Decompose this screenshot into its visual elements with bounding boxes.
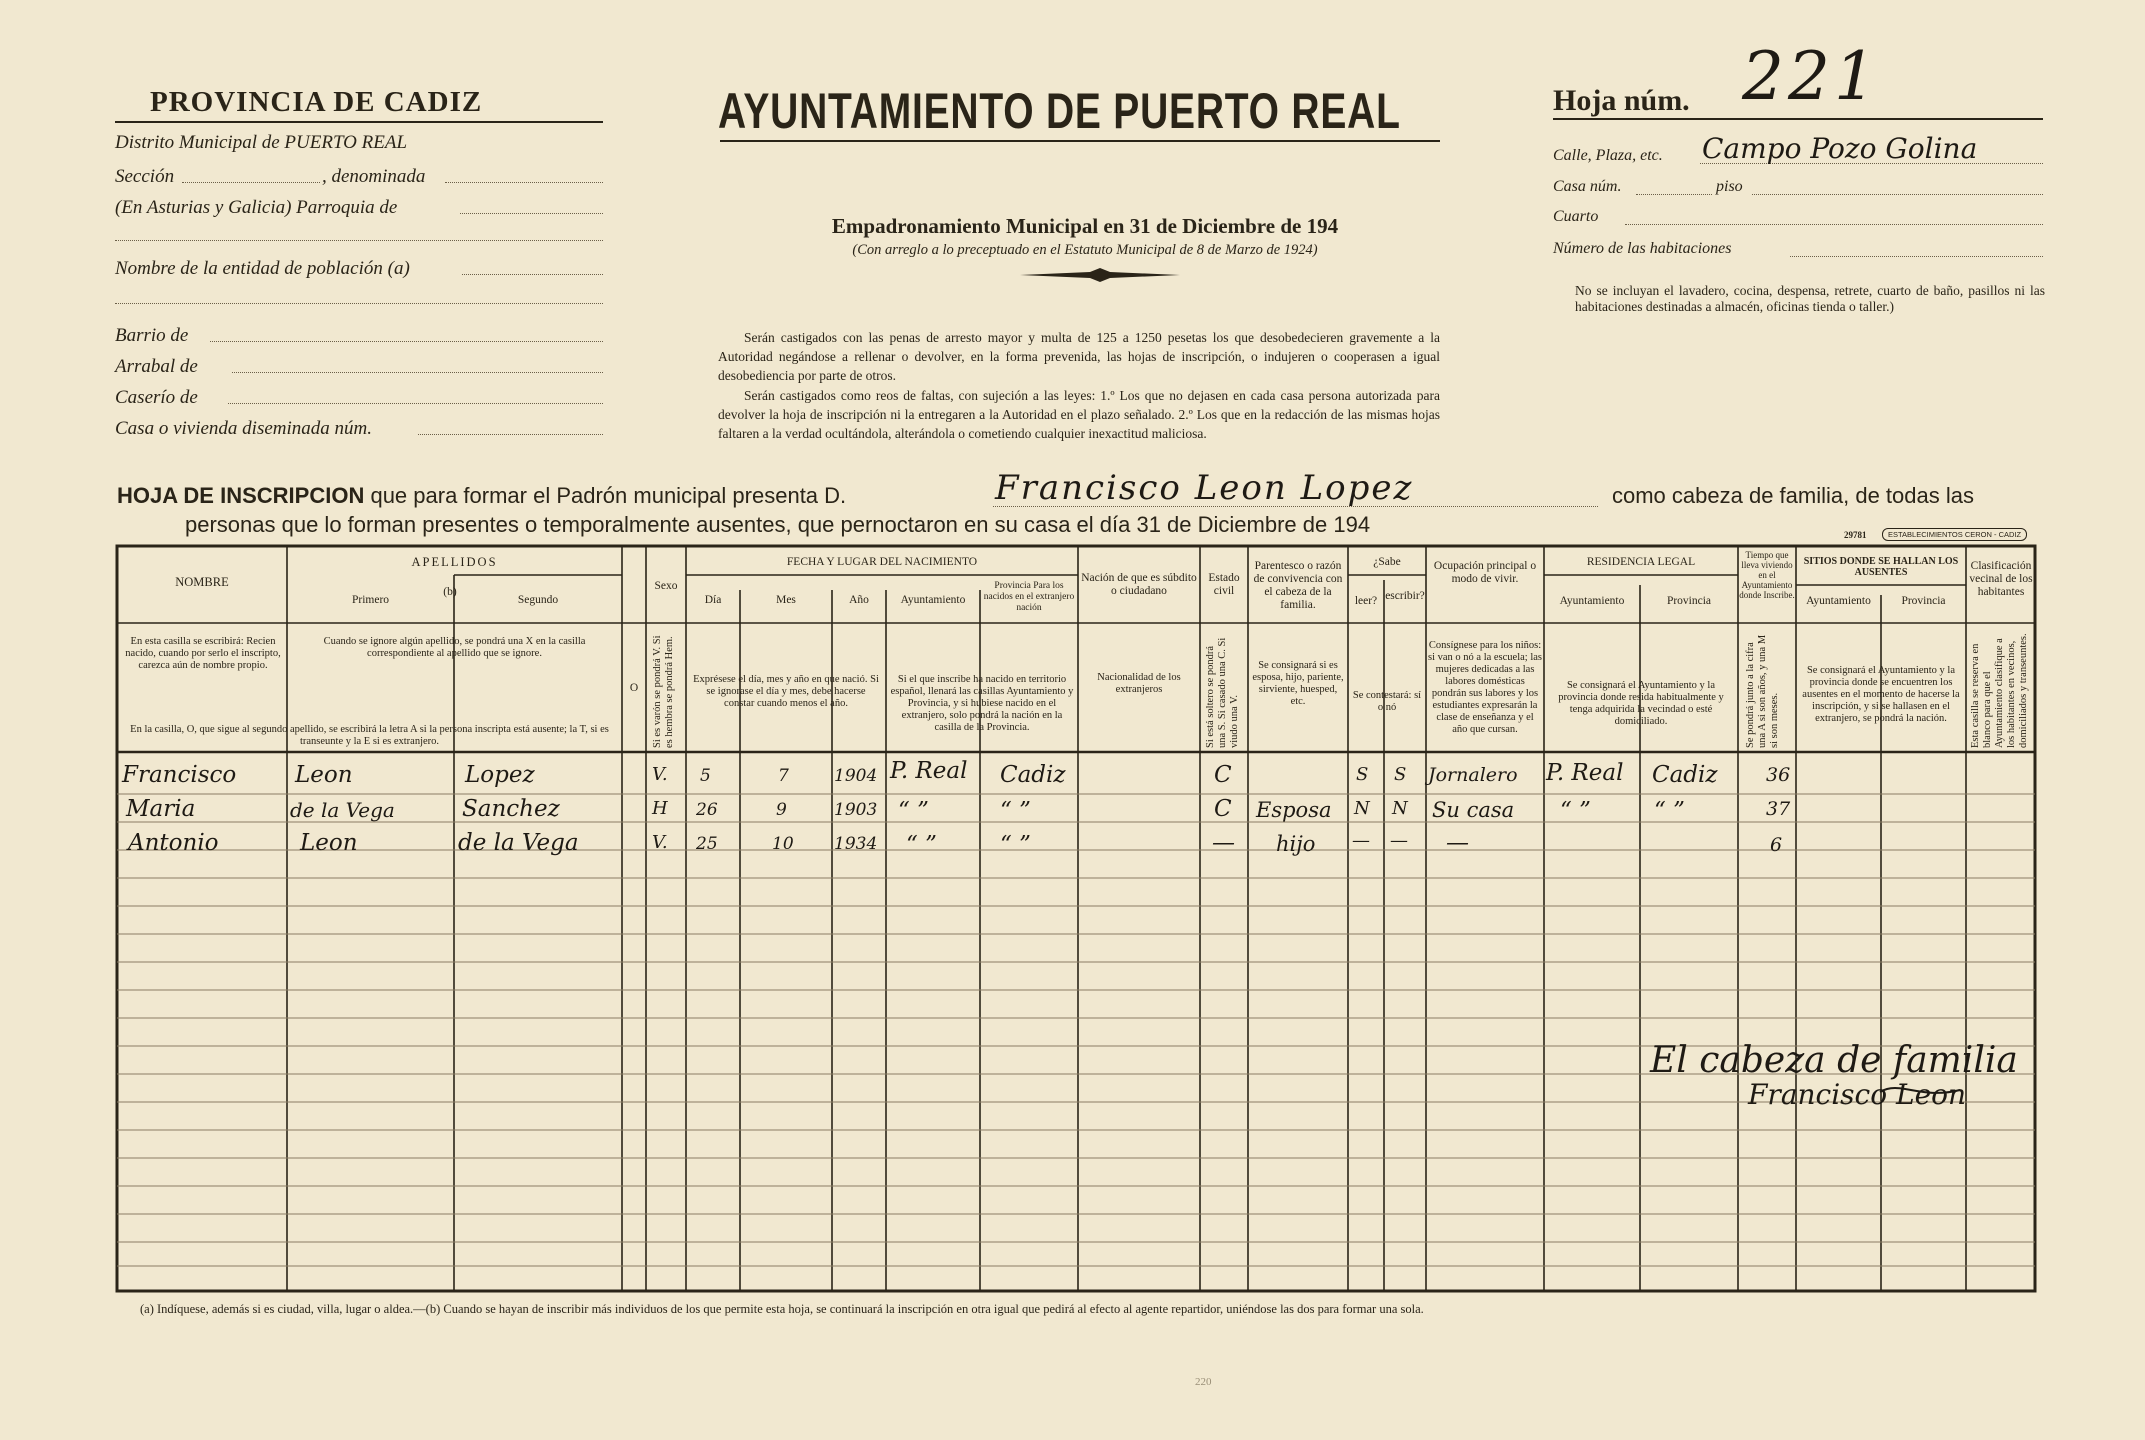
entidad-field[interactable]	[462, 274, 603, 275]
col-primero: Primero	[351, 594, 390, 606]
inst-tiempo: Se pondrá junto a la cifra una A si son años, y una M si son meses.	[1745, 634, 1780, 748]
denominada-field[interactable]	[445, 182, 603, 183]
inst-apellidos: Cuando se ignore algún apellido, se pondrá una X en la casilla correspondiente al apellido que se ignore.	[323, 636, 586, 659]
inscripcion-text-1: que para formar el Padrón municipal presenta D.	[370, 483, 847, 508]
casa-label: Casa núm.	[1553, 178, 1622, 195]
row1-nombre: Francisco	[122, 762, 237, 788]
row3-prov: “ ”	[1000, 832, 1031, 858]
row2-res-ayto: “ ”	[1560, 798, 1591, 824]
row3-primero: Leon	[300, 830, 358, 856]
inst-clasificacion: Esta casilla se reserva en blanco para que el Ayuntamiento clasifique a los habitantes en vecinos, domiciliados y transeuntes.	[1970, 633, 2029, 748]
col-provincia-nac: Provincia Para los nacidos en el extranjero nación	[983, 581, 1075, 613]
inscripcion-line-2: personas que lo forman presentes o temporalmente ausentes, que pernoctaron en su casa el día 31 de Diciembre de 194	[185, 512, 1371, 537]
row1-dia: 5	[700, 766, 711, 786]
inst-parentesco: Se consignará si es esposa, hijo, pariente, sirviente, huesped, etc.	[1252, 660, 1344, 707]
col-res-ayto: Ayuntamiento	[1559, 595, 1625, 607]
row2-prov: “ ”	[1000, 798, 1031, 824]
inst-sexo: Si es varón se pondrá V. Si es hembra se pondrá Hem.	[652, 635, 675, 748]
inst-nombre: En esta casilla se escribirá: Recien nacido, cuando por serlo el inscripto, carezca aún de nombre propio.	[125, 636, 281, 671]
subtitle-2: (Con arreglo a lo preceptuado en el Estatuto Municipal de 8 de Marzo de 1924)	[852, 242, 1318, 258]
col-sit-ayto: Ayuntamiento	[1806, 595, 1871, 607]
col-ocupacion: Ocupación principal o modo de vivir.	[1433, 560, 1537, 585]
calle-value: Campo Pozo Golina	[1702, 132, 1978, 165]
row1-res-prov: Cadiz	[1652, 762, 1718, 788]
province-title: PROVINCIA DE CADIZ	[150, 86, 483, 118]
col-sabe: ¿Sabe	[1373, 556, 1401, 568]
row2-mes: 9	[776, 800, 787, 820]
piso-field[interactable]	[1752, 194, 2043, 195]
inst-residencia: Se consignará el Ayuntamiento y la provincia donde resida habitualmente y tenga adquirida la vecindad o esté domiciliado.	[1558, 680, 1724, 727]
calle-label: Calle, Plaza, etc.	[1553, 147, 1663, 164]
row2-segundo: Sanchez	[462, 796, 560, 822]
row2-nombre: Maria	[126, 796, 196, 822]
row2-res-prov: “ ”	[1654, 798, 1685, 824]
habitaciones-note: No se incluyan el lavadero, cocina, despensa, retrete, cuarto de baño, pasillos ni las habitaciones destinadas a almacén, oficinas tienda o taller.)	[1575, 283, 2045, 314]
col-segundo: Segundo	[517, 594, 559, 606]
col-residencia: RESIDENCIA LEGAL	[1586, 556, 1696, 568]
row1-sexo: V.	[652, 764, 668, 785]
caserio-label: Caserío de	[115, 387, 198, 408]
col-estado: Estado civil	[1208, 572, 1240, 597]
row2-ocupacion: Su casa	[1432, 798, 1515, 822]
inst-nacion: Nacionalidad de los extranjeros	[1097, 672, 1181, 695]
col-nombre: NOMBRE	[175, 575, 229, 589]
barrio-field[interactable]	[210, 341, 603, 342]
col-ano: Año	[849, 594, 869, 606]
row1-tiempo: 36	[1766, 764, 1791, 786]
arrabal-field[interactable]	[232, 372, 603, 373]
row1-ayto: P. Real	[890, 758, 968, 784]
habitaciones-field[interactable]	[1790, 256, 2043, 257]
row1-prov: Cadiz	[1000, 762, 1066, 788]
col-sitios: SITIOS DONDE SE HALLAN LOS AUSENTES	[1803, 556, 1959, 578]
signature-line-2: Francisco Leon	[1748, 1078, 1967, 1111]
col-nacion: Nación de que es súbdito o ciudadano	[1081, 572, 1197, 597]
row2-parentesco: Esposa	[1256, 798, 1332, 822]
inst-sabe: Se contestará: sí o nó	[1352, 690, 1422, 713]
row2-dia: 26	[696, 800, 718, 820]
municipality-title: AYUNTAMIENTO DE PUERTO REAL	[718, 83, 1401, 139]
inst-ocupacion: Consígnese para los niños: si van o nó a la escuela; las mujeres dedicadas a las labores domésticas pondrán sus labores y los estudiantes expresarán la clase de enseñanza y el año que cursan.	[1428, 640, 1543, 735]
printer-mark: ESTABLECIMIENTOS CERON - CADIZ	[1882, 528, 2027, 541]
row3-ano: 1934	[834, 834, 878, 854]
row3-mes: 10	[772, 834, 794, 854]
hoja-label: Hoja núm.	[1553, 84, 1690, 117]
stamp-number: 220	[1195, 1376, 1212, 1388]
col-dia: Día	[704, 594, 722, 606]
parroquia-label: (En Asturias y Galicia) Parroquia de	[115, 197, 398, 218]
piso-label: piso	[1716, 178, 1743, 195]
col-tiempo: Tiempo que lleva viviendo en el Ayuntamiento donde Inscribe.	[1739, 550, 1795, 600]
row1-mes: 7	[778, 766, 789, 786]
col-fecha-lugar: FECHA Y LUGAR DEL NACIMIENTO	[786, 556, 978, 568]
col-ayuntamiento: Ayuntamiento	[900, 594, 966, 606]
row2-estado: C	[1214, 796, 1232, 822]
col-sit-prov: Provincia	[1901, 595, 1946, 607]
row1-ocupacion: Jornalero	[1428, 764, 1518, 786]
inst-fecha: Exprésese el día, mes y año en que nació. Si se ignorase el día y mes, debe hacerse constar cuando menos el año.	[693, 674, 879, 709]
col-o: O	[629, 682, 639, 694]
penalty-paragraph-1: Serán castigados con las penas de arresto mayor y multa de 125 a 1250 pesetas los que desobedecieren gravemente a la Autoridad negándose a rellenar o devolver, en la forma prevenida, las hojas de inscripción, o indujeren o cooperasen a igual desobediencia por parte de otros.	[718, 330, 1440, 383]
row1-segundo: Lopez	[465, 762, 535, 788]
signature-line-1: El cabeza de familia	[1650, 1040, 2018, 1081]
casa-diseminada-field[interactable]	[418, 434, 603, 435]
casa-field[interactable]	[1636, 194, 1712, 195]
inst-apellidos-2: En la casilla, O, que sigue al segundo apellido, se escribirá la letra A si la persona inscripta está ausente; la T, si es transeunte y la E si es extranjero.	[130, 724, 609, 747]
hoja-rule	[1553, 118, 2043, 120]
row3-tiempo: 6	[1770, 834, 1783, 856]
row3-ocupacion: —	[1446, 830, 1469, 856]
row3-estado: —	[1212, 830, 1235, 856]
distrito-label: Distrito Municipal de PUERTO REAL	[115, 132, 408, 153]
col-res-prov: Provincia	[1666, 595, 1712, 607]
parroquia-field-2[interactable]	[115, 240, 603, 241]
row3-sexo: V.	[652, 832, 668, 853]
penalty-paragraph-2: Serán castigados como reos de faltas, con sujeción a las leyes: 1.º Los que no dejasen en cada casa persona autorizada para devolver la hoja de inscripción ni la entregaren a la Autoridad en el plazo señalado. 2.º Los que en la redacción de las mismas hojas faltaren a la verdad ocultándola, alterándola o cometiendo cualquier inexactitud maliciosa.	[718, 388, 1440, 441]
hoja-number: 221	[1742, 38, 1880, 115]
row1-leer: S	[1356, 764, 1369, 785]
subtitle: Empadronamiento Municipal en 31 de Diciembre de 194	[831, 214, 1339, 238]
inscripcion-line-1	[117, 483, 846, 509]
row2-ayto: “ ”	[898, 798, 929, 824]
barrio-label: Barrio de	[115, 325, 189, 346]
row3-dia: 25	[696, 834, 718, 854]
entidad-field-2[interactable]	[115, 303, 603, 304]
print-code: 29781	[1844, 530, 1867, 540]
row3-escribir: —	[1390, 830, 1408, 851]
col-leer: leer?	[1354, 595, 1378, 607]
row3-leer: —	[1352, 830, 1370, 851]
row2-ano: 1903	[834, 800, 878, 820]
inscripcion-lead: HOJA DE INSCRIPCION	[117, 483, 365, 508]
row3-parentesco: hijo	[1276, 832, 1316, 856]
row2-sexo: H	[652, 798, 668, 819]
cuarto-field[interactable]	[1625, 224, 2043, 225]
caserio-field[interactable]	[228, 403, 603, 404]
inst-sitios: Se consignará el Ayuntamiento y la provincia donde se encuentren los ausentes en el momento de hacerse la inscripción, y si se hallasen en el extranjero, se pondrá la nación.	[1802, 665, 1960, 724]
entidad-label: Nombre de la entidad de población (a)	[115, 258, 410, 279]
row1-escribir: S	[1394, 764, 1407, 785]
inscripcion-text-2: como cabeza de familia, de todas las	[1612, 483, 1974, 508]
habitaciones-label: Número de las habitaciones	[1553, 240, 1732, 257]
row2-leer: N	[1354, 798, 1370, 819]
row2-tiempo: 37	[1766, 798, 1791, 820]
parroquia-field[interactable]	[460, 213, 603, 214]
inst-lugar: Si el que inscribe ha nacido en territorio español, llenará las casillas Ayuntamiento y Provincia, y si hubiese nacido en el extranjero, solo pondrá la nación en la casilla de la Provincia.	[890, 674, 1074, 733]
cuarto-label: Cuarto	[1553, 208, 1599, 225]
footnote: (a) Indíquese, además si es ciudad, villa, lugar o aldea.—(b) Cuando se hayan de inscribir más individuos de los que permite esta hoja, se continuará la inscripción en otra igual que pedirá al efecto al agente repartidor, uniéndose las dos para formar una sola.	[140, 1302, 1424, 1316]
head-name: Francisco Leon Lopez	[995, 468, 1414, 508]
row3-ayto: “ ”	[906, 832, 937, 858]
row2-escribir: N	[1392, 798, 1408, 819]
province-rule	[115, 121, 603, 123]
row1-primero: Leon	[295, 762, 353, 788]
row1-res-ayto: P. Real	[1546, 760, 1624, 786]
seccion-label: Sección	[115, 166, 175, 187]
col-apellidos: APELLIDOS	[411, 555, 498, 569]
col-sexo: Sexo	[654, 580, 678, 592]
row1-ano: 1904	[834, 766, 878, 786]
col-escribir: escribir?	[1385, 590, 1425, 602]
municipality-rule	[720, 140, 1440, 142]
inst-estado: Si está soltero se pondrá una S. Si casado una C. Si viudo una V.	[1205, 637, 1240, 748]
col-parentesco: Parentesco o razón de convivencia con el cabeza de la familia.	[1253, 560, 1343, 611]
row3-segundo: de la Vega	[458, 830, 579, 856]
row1-estado: C	[1214, 762, 1232, 788]
col-mes: Mes	[776, 594, 796, 606]
col-clasificacion: Clasificación vecinal de los habitantes	[1969, 560, 2033, 598]
arrabal-label: Arrabal de	[115, 356, 198, 377]
row2-primero: de la Vega	[290, 798, 395, 822]
casa-diseminada-label: Casa o vivienda diseminada núm.	[115, 418, 373, 439]
seccion-field[interactable]	[182, 182, 320, 183]
denominada-label: , denominada	[322, 166, 426, 187]
col-b: (b)	[443, 586, 457, 598]
row3-nombre: Antonio	[128, 830, 219, 856]
